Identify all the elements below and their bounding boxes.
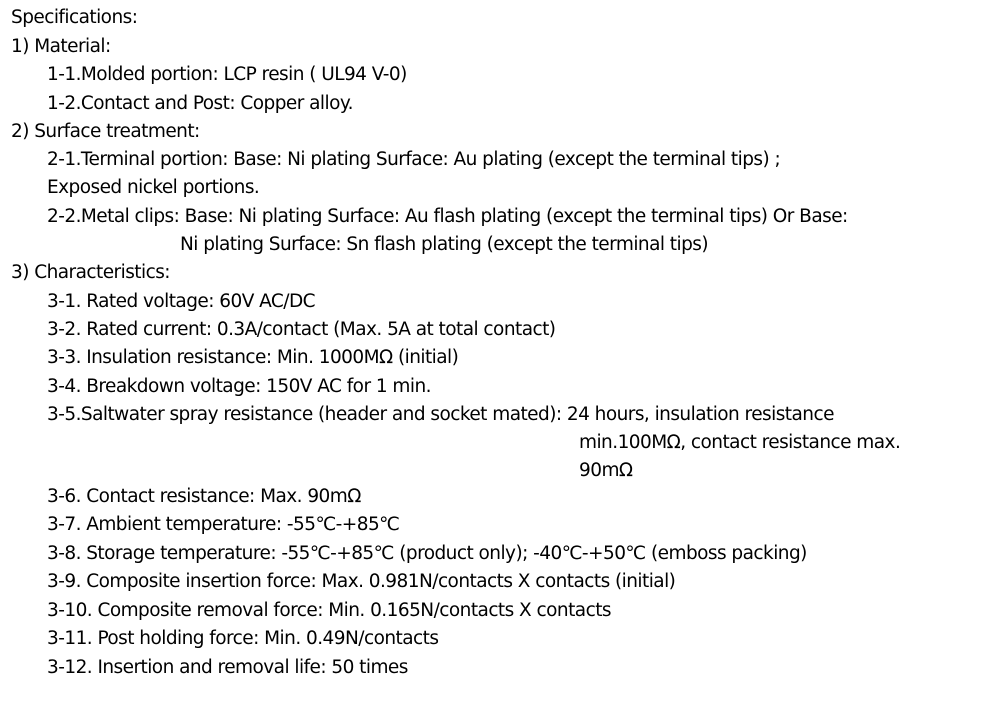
item-3-12: 3-12. Insertion and removal life: 50 times [47, 657, 408, 678]
item-2-1-continued: Exposed nickel portions. [47, 177, 260, 198]
item-1-2: 1-2.Contact and Post: Copper alloy. [47, 93, 353, 114]
section-1-material: 1) Material: [11, 36, 111, 57]
item-3-2: 3-2. Rated current: 0.3A/contact (Max. 5A at total contact) [47, 319, 556, 340]
item-3-7: 3-7. Ambient temperature: -55℃-+85℃ [47, 514, 400, 535]
item-3-6: 3-6. Contact resistance: Max. 90mΩ [47, 486, 361, 507]
item-2-1: 2-1.Terminal portion: Base: Ni plating Surface: Au plating (except the terminal tips) ; [47, 149, 781, 170]
item-3-8: 3-8. Storage temperature: -55℃-+85℃ (product only); -40℃-+50℃ (emboss packing) [47, 543, 807, 564]
section-2-surface-treatment: 2) Surface treatment: [11, 121, 200, 142]
item-3-11: 3-11. Post holding force: Min. 0.49N/contacts [47, 628, 439, 649]
item-3-1: 3-1. Rated voltage: 60V AC/DC [47, 291, 316, 312]
item-3-4: 3-4. Breakdown voltage: 150V AC for 1 min. [47, 376, 431, 397]
item-3-5: 3-5.Saltwater spray resistance (header and socket mated): 24 hours, insulation resistance [47, 404, 834, 425]
item-1-1: 1-1.Molded portion: LCP resin ( UL94 V-0) [47, 64, 407, 85]
doc-heading-specifications: Specifications: [11, 7, 138, 28]
item-2-2-continued: Ni plating Surface: Sn flash plating (except the terminal tips) [180, 234, 709, 255]
item-2-2: 2-2.Metal clips: Base: Ni plating Surface: Au flash plating (except the terminal tips) Or Base: [47, 206, 848, 227]
item-3-3: 3-3. Insulation resistance: Min. 1000MΩ (initial) [47, 347, 459, 368]
item-3-5-continued-2: 90mΩ [579, 460, 633, 481]
item-3-9: 3-9. Composite insertion force: Max. 0.981N/contacts X contacts (initial) [47, 571, 676, 592]
item-3-5-continued: min.100MΩ, contact resistance max. [579, 432, 901, 453]
section-3-characteristics: 3) Characteristics: [11, 262, 170, 283]
item-3-10: 3-10. Composite removal force: Min. 0.165N/contacts X contacts [47, 600, 611, 621]
